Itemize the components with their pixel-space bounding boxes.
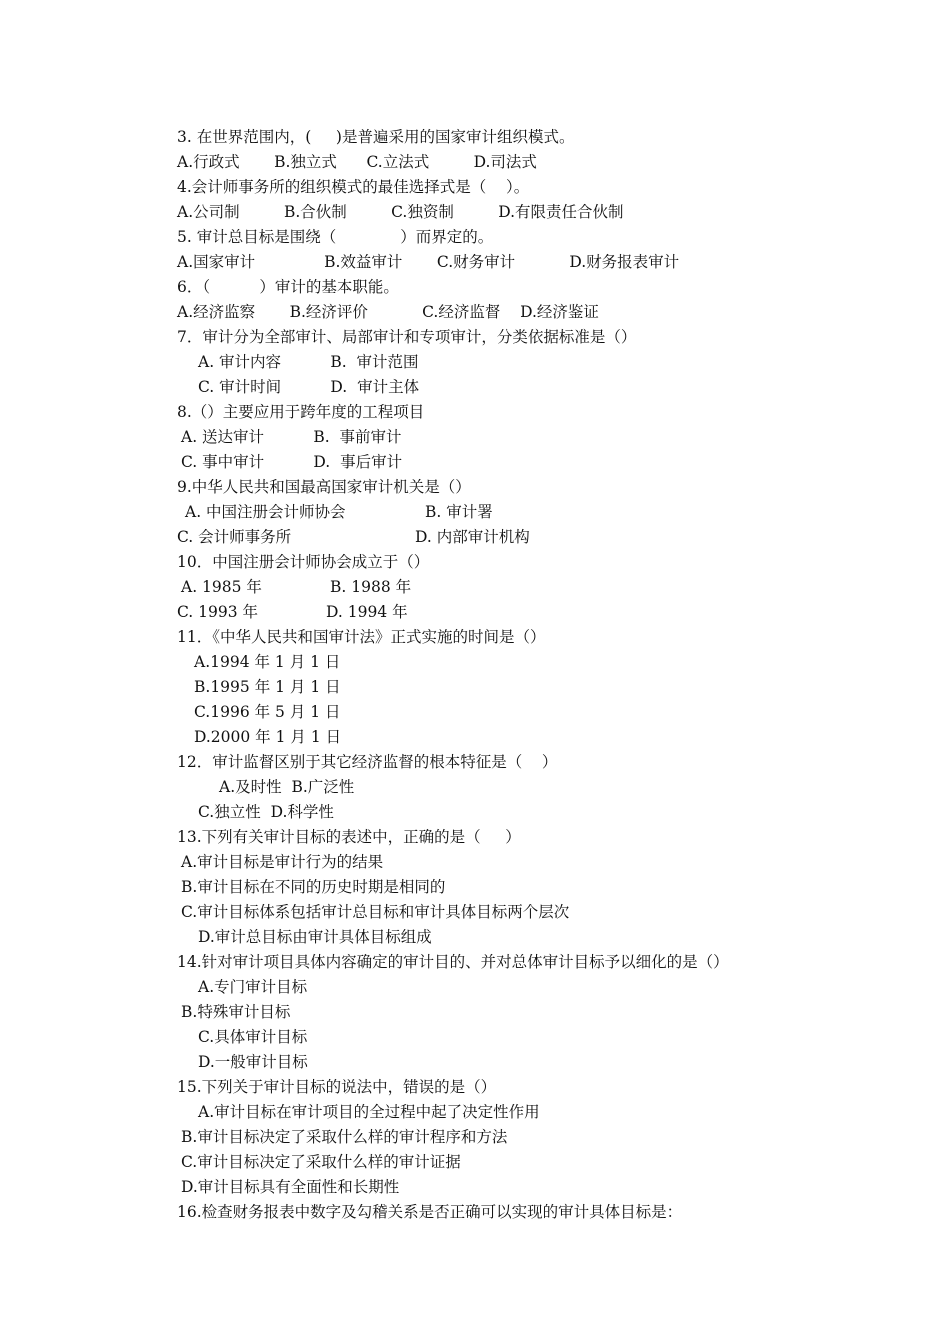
question-4-options: A.公司制 B.合伙制 C.独资制 D.有限责任合伙制 bbox=[177, 203, 624, 221]
question-12-options-cd: C.独立性 D.科学性 bbox=[198, 803, 334, 821]
question-15: 15.下列关于审计目标的说法中，错误的是（） bbox=[177, 1078, 497, 1096]
question-3-options: A.行政式 B.独立式 C.立法式 D.司法式 bbox=[177, 153, 537, 171]
question-9-option-d: D. 内部审计机构 bbox=[415, 528, 530, 546]
question-9-option-c: C. 会计师事务所 bbox=[177, 528, 292, 546]
question-3: 3. 在世界范围内，( )是普遍采用的国家审计组织模式。 bbox=[177, 128, 575, 146]
question-10: 10．中国注册会计师协会成立于（） bbox=[177, 553, 430, 571]
question-4: 4.会计师事务所的组织模式的最佳选择式是（ ）。 bbox=[177, 178, 530, 196]
question-12-options-ab: A.及时性 B.广泛性 bbox=[219, 778, 355, 796]
question-13-option-d: D.审计总目标由审计具体目标组成 bbox=[198, 928, 432, 946]
question-10-option-d: D. 1994 年 bbox=[326, 603, 408, 621]
question-11-option-c: C.1996 年 5 月 1 日 bbox=[194, 703, 341, 721]
question-10-option-a: A. 1985 年 bbox=[181, 578, 262, 596]
question-15-option-b: B.审计目标决定了采取什么样的审计程序和方法 bbox=[181, 1128, 508, 1146]
question-10-option-c: C. 1993 年 bbox=[177, 603, 259, 621]
question-14: 14.针对审计项目具体内容确定的审计目的、并对总体审计目标予以细化的是（） bbox=[177, 953, 729, 971]
question-13-option-b: B.审计目标在不同的历史时期是相同的 bbox=[181, 878, 446, 896]
question-10-option-b: B. 1988 年 bbox=[330, 578, 412, 596]
question-11-option-d: D.2000 年 1 月 1 日 bbox=[194, 728, 342, 746]
question-11-option-a: A.1994 年 1 月 1 日 bbox=[194, 653, 341, 671]
question-7: 7．审计分为全部审计、局部审计和专项审计，分类依据标准是（） bbox=[177, 328, 637, 346]
question-6-options: A.经济监察 B.经济评价 C.经济监督 D.经济鉴证 bbox=[177, 303, 599, 321]
question-14-option-c: C.具体审计目标 bbox=[198, 1028, 308, 1046]
question-9-option-b: B. 审计署 bbox=[425, 503, 493, 521]
question-7-options-ab: A. 审计内容 B. 审计范围 bbox=[198, 353, 419, 371]
question-14-option-d: D.一般审计目标 bbox=[198, 1053, 308, 1071]
question-13-option-a: A.审计目标是审计行为的结果 bbox=[181, 853, 384, 871]
question-5: 5. 审计总目标是围绕（ ）而界定的。 bbox=[177, 228, 494, 246]
question-8-options-cd: C. 事中审计 D. 事后审计 bbox=[181, 453, 403, 471]
question-8-options-ab: A. 送达审计 B. 事前审计 bbox=[181, 428, 402, 446]
question-12: 12．审计监督区别于其它经济监督的根本特征是（ ） bbox=[177, 753, 558, 771]
question-9-option-a: A. 中国注册会计师协会 bbox=[185, 503, 346, 521]
question-15-option-d: D.审计目标具有全面性和长期性 bbox=[181, 1178, 400, 1196]
question-8: 8.（）主要应用于跨年度的工程项目 bbox=[177, 403, 425, 421]
question-9: 9.中华人民共和国最高国家审计机关是（） bbox=[177, 478, 471, 496]
question-6: 6．（ ）审计的基本职能。 bbox=[177, 278, 399, 296]
question-11: 11．《中华人民共和国审计法》正式实施的时间是（） bbox=[177, 628, 546, 646]
question-13-option-c: C.审计目标体系包括审计总目标和审计具体目标两个层次 bbox=[181, 903, 570, 921]
question-13: 13.下列有关审计目标的表述中，正确的是（ ） bbox=[177, 828, 521, 846]
question-15-option-c: C.审计目标决定了采取什么样的审计证据 bbox=[181, 1153, 461, 1171]
question-5-options: A.国家审计 B.效益审计 C.财务审计 D.财务报表审计 bbox=[177, 253, 680, 271]
question-16: 16.检查财务报表中数字及勾稽关系是否正确可以实现的审计具体目标是： bbox=[177, 1203, 683, 1221]
question-11-option-b: B.1995 年 1 月 1 日 bbox=[194, 678, 341, 696]
question-14-option-a: A.专门审计目标 bbox=[198, 978, 308, 996]
question-14-option-b: B.特殊审计目标 bbox=[181, 1003, 291, 1021]
question-15-option-a: A.审计目标在审计项目的全过程中起了决定性作用 bbox=[198, 1103, 540, 1121]
question-7-options-cd: C. 审计时间 D. 审计主体 bbox=[198, 378, 420, 396]
